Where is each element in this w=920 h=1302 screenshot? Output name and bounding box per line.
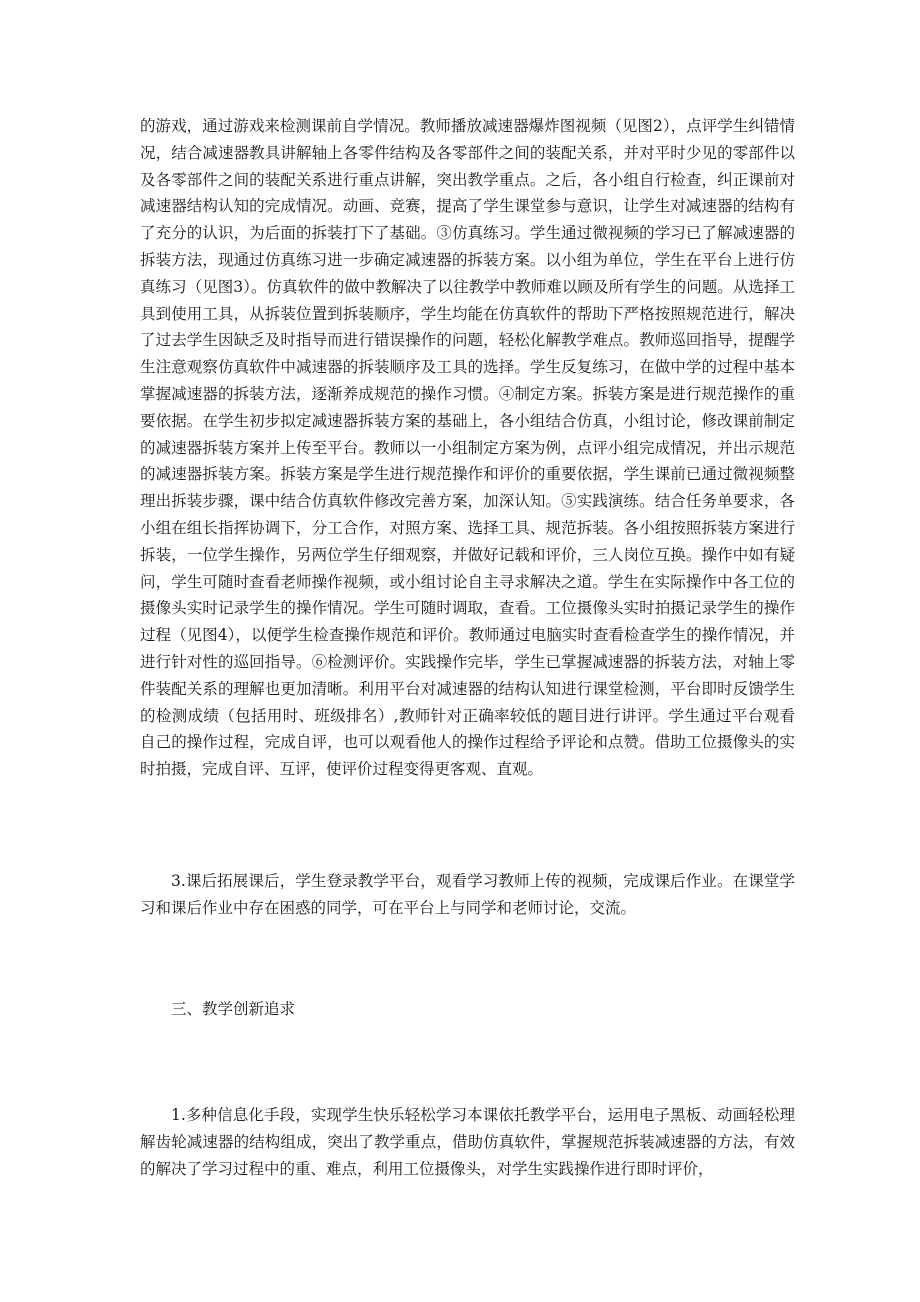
body-paragraph-teaching-process: 的游戏，通过游戏来检测课前自学情况。教师播放减速器爆炸图视频（见图2），点评学生纠错情况，结合减速器教具讲解轴上各零件结构及各零部件之间的装配关系，并对平时少见的零部件以及各零部件之间的装配关系进行重点讲解，突出教学重点。之后，各小组自行检查，纠正课前对减速器结构认知的完成情况。动画、竞赛，提高了学生课堂参与意识，让学生对减速器的结构有了充分的认识，为后面的拆装打下了基础。③仿真练习。学生通过微视频的学习已了解减速器的拆装方法，现通过仿真练习进一步确定减速器的拆装方案。以小组为单位，学生在平台上进行仿真练习（见图3）。仿真软件的做中教解决了以往教学中教师难以顾及所有学生的问题。从选择工具到使用工具，从拆装位置到拆装顺序，学生均能在仿真软件的帮助下严格按照规范进行，解决了过去学生因缺乏及时指导而进行错误操作的问题，轻松化解教学难点。教师巡回指导，提醒学生注意观察仿真软件中减速器的拆装顺序及工具的选择。学生反复练习，在做中学的过程中基本掌握减速器的拆装方法，逐渐养成规范的操作习惯。④制定方案。拆装方案是进行规范操作的重要依据。在学生初步拟定减速器拆装方案的基础上，各小组结合仿真，小组讨论，修改课前制定的减速器拆装方案并上传至平台。教师以一小组制定方案为例，点评小组完成情况，并出示规范的减速器拆装方案。拆装方案是学生进行规范操作和评价的重要依据，学生课前已通过微视频整理出拆装步骤，课中结合仿真软件修改完善方案，加深认知。⑤实践演练。结合任务单要求，各小组在组长指挥协调下，分工合作，对照方案、选择工具、规范拆装。各小组按照拆装方案进行拆装，一位学生操作，另两位学生仔细观察，并做好记载和评价，三人岗位互换。操作中如有疑问，学生可随时查看老师操作视频，或小组讨论自主寻求解决之道。学生在实际操作中各工位的摄像头实时记录学生的操作情况。学生可随时调取，查看。工位摄像头实时拍摄记录学生的操作过程（见图4），以便学生检查操作规范和评价。教师通过电脑实时查看检查学生的操作情况，并进行针对性的巡回指导。⑥检测评价。实践操作完毕，学生已掌握减速器的拆装方法，对轴上零件装配关系的理解也更加清晰。利用平台对减速器的结构认知进行课堂检测，平台即时反馈学生的检测成绩（包括用时、班级排名）,教师针对正确率较低的题目进行讲评。学生通过平台观看自己的操作过程，完成自评，也可以观看他人的操作过程给予评论和点赞。借助工位摄像头的实时拍摄，完成自评、互评，使评价过程变得更客观、直观。 bbox=[140, 117, 795, 779]
body-paragraph-after-class-extension: 3.课后拓展课后，学生登录教学平台，观看学习教师上传的视频，完成课后作业。在课堂学习和课后作业中存在困惑的同学，可在平台上与同学和老师讨论，交流。 bbox=[140, 872, 795, 917]
body-paragraph-information-means: 1.多种信息化手段，实现学生快乐轻松学习本课依托教学平台，运用电子黑板、动画轻松理解齿轮减速器的结构组成，突出了教学重点，借助仿真软件，掌握规范拆装减速器的方法，有效的解决了学习过程中的重、难点，利用工位摄像头，对学生实践操作进行即时评价， bbox=[140, 1106, 795, 1178]
section-heading-innovation: 三、教学创新追求 bbox=[171, 1000, 296, 1018]
